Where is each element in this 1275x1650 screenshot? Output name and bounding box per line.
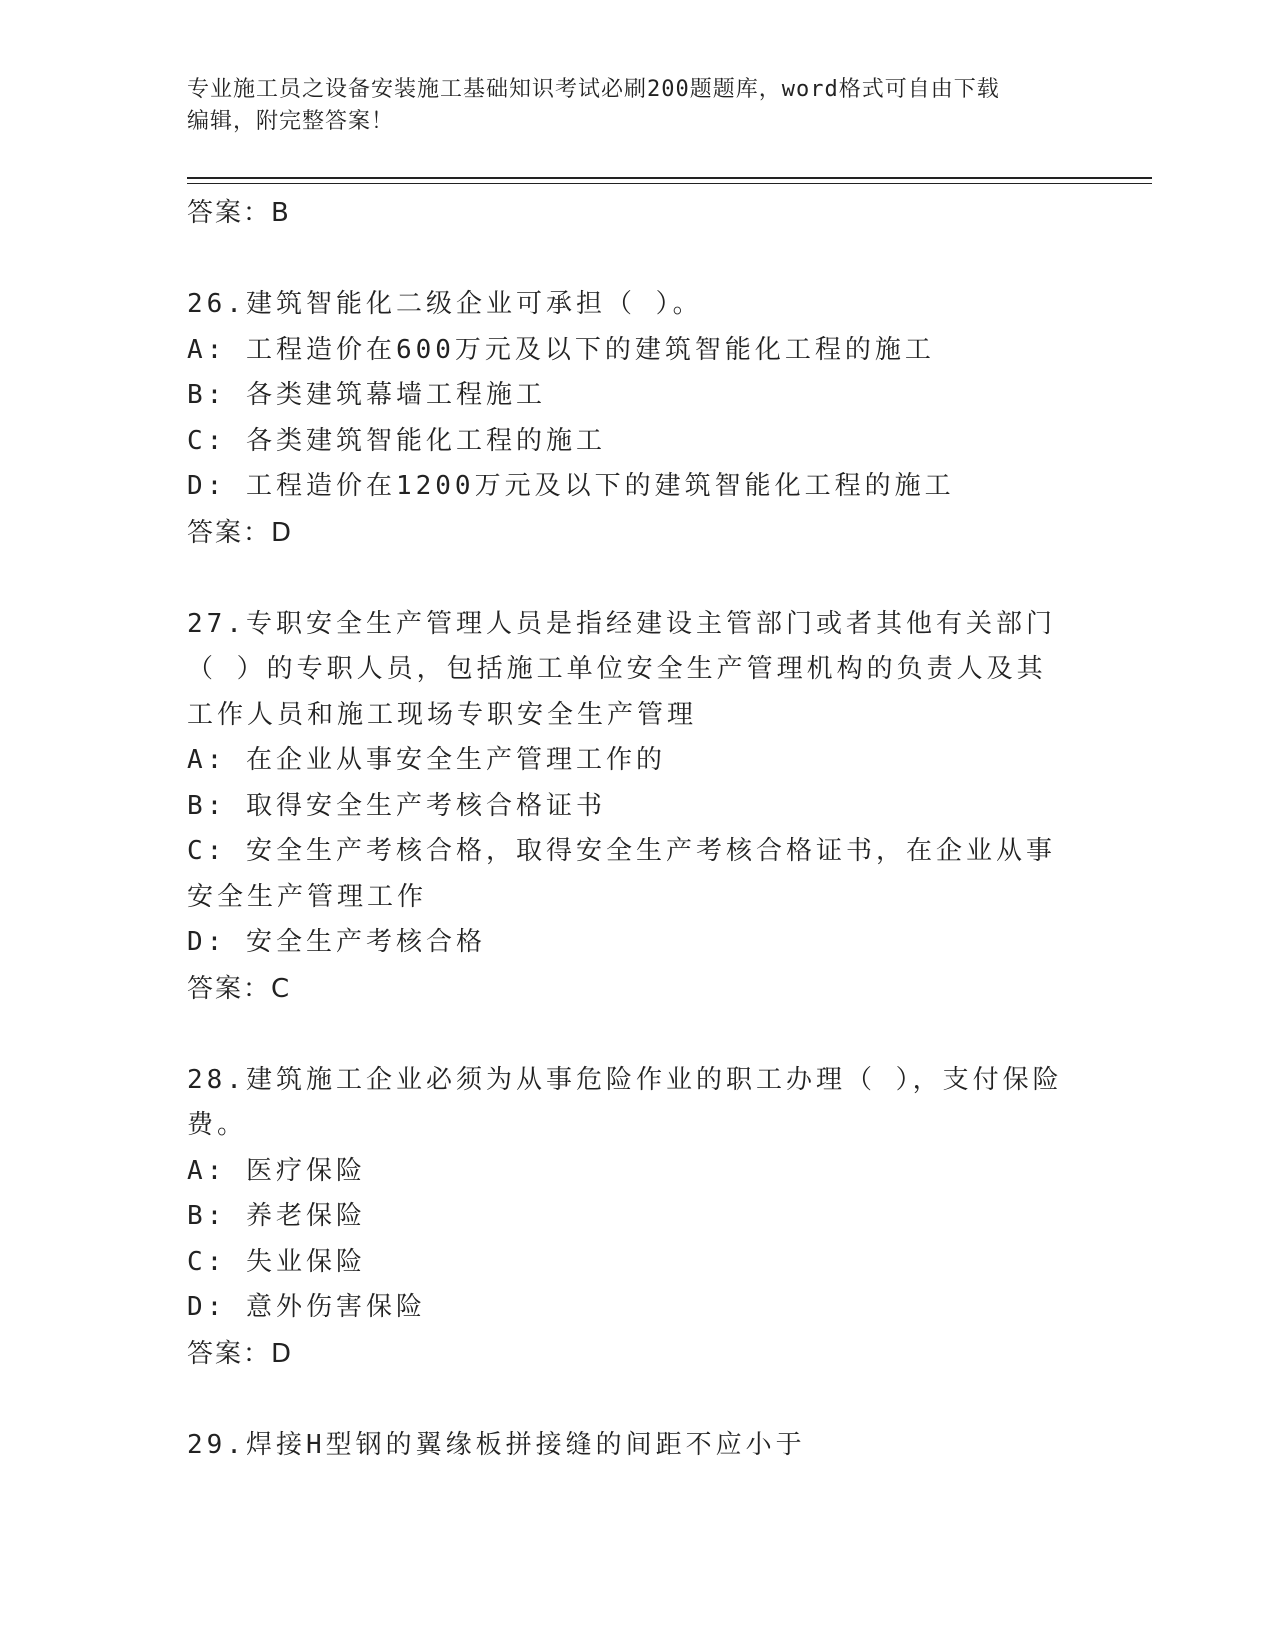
option-d: D: 意外伤害保险 bbox=[187, 1292, 426, 1322]
question-27 bbox=[187, 602, 1067, 1012]
option-b: B: 取得安全生产考核合格证书 bbox=[187, 790, 606, 821]
option-a: A: 在企业从事安全生产管理工作的 bbox=[187, 745, 666, 775]
question-text: 29.焊接H型钢的翼缘板拼接缝的间距不应小于 bbox=[187, 1429, 806, 1460]
header-title-line1: 专业施工员之设备安装施工基础知识考试必刷200题题库，word格式可自由下载 bbox=[187, 77, 1000, 102]
question-list bbox=[187, 190, 1067, 1468]
option-a: A: 工程造价在600万元及以下的建筑智能化工程的施工 bbox=[187, 334, 935, 365]
answer-label: 答案：D bbox=[187, 1338, 294, 1369]
option-b: B: 养老保险 bbox=[187, 1201, 366, 1231]
option-c: C: 安全生产考核合格，取得安全生产考核合格证书，在企业从事安全生产管理工作 bbox=[187, 836, 1056, 912]
header-divider-thin bbox=[187, 183, 1152, 184]
question-text: 26.建筑智能化二级企业可承担（ ）。 bbox=[187, 289, 703, 319]
answer-label: 答案：C bbox=[187, 973, 292, 1004]
header-title-line2: 编辑，附完整答案！ bbox=[187, 109, 395, 134]
question-29 bbox=[187, 1423, 1067, 1469]
question-26 bbox=[187, 282, 1067, 556]
option-a: A: 医疗保险 bbox=[187, 1155, 366, 1186]
option-c: C: 各类建筑智能化工程的施工 bbox=[187, 425, 606, 456]
question-28 bbox=[187, 1058, 1067, 1377]
question-text: 28.建筑施工企业必须为从事危险作业的职工办理（ ），支付保险费。 bbox=[187, 1064, 1063, 1140]
previous-answer: 答案：B bbox=[187, 198, 291, 228]
option-b: B: 各类建筑幕墙工程施工 bbox=[187, 380, 546, 410]
document-header bbox=[187, 74, 1057, 138]
question-text: 27.专职安全生产管理人员是指经建设主管部门或者其他有关部门（ ）的专职人员，包括施工单位安全生产管理机构的负责人及其工作人员和施工现场专职安全生产管理 bbox=[187, 608, 1056, 730]
option-d: D: 安全生产考核合格 bbox=[187, 927, 486, 957]
option-d: D: 工程造价在1200万元及以下的建筑智能化工程的施工 bbox=[187, 471, 955, 501]
answer-label: 答案：D bbox=[187, 517, 294, 548]
option-c: C: 失业保险 bbox=[187, 1246, 366, 1277]
header-divider-thick bbox=[187, 177, 1152, 179]
